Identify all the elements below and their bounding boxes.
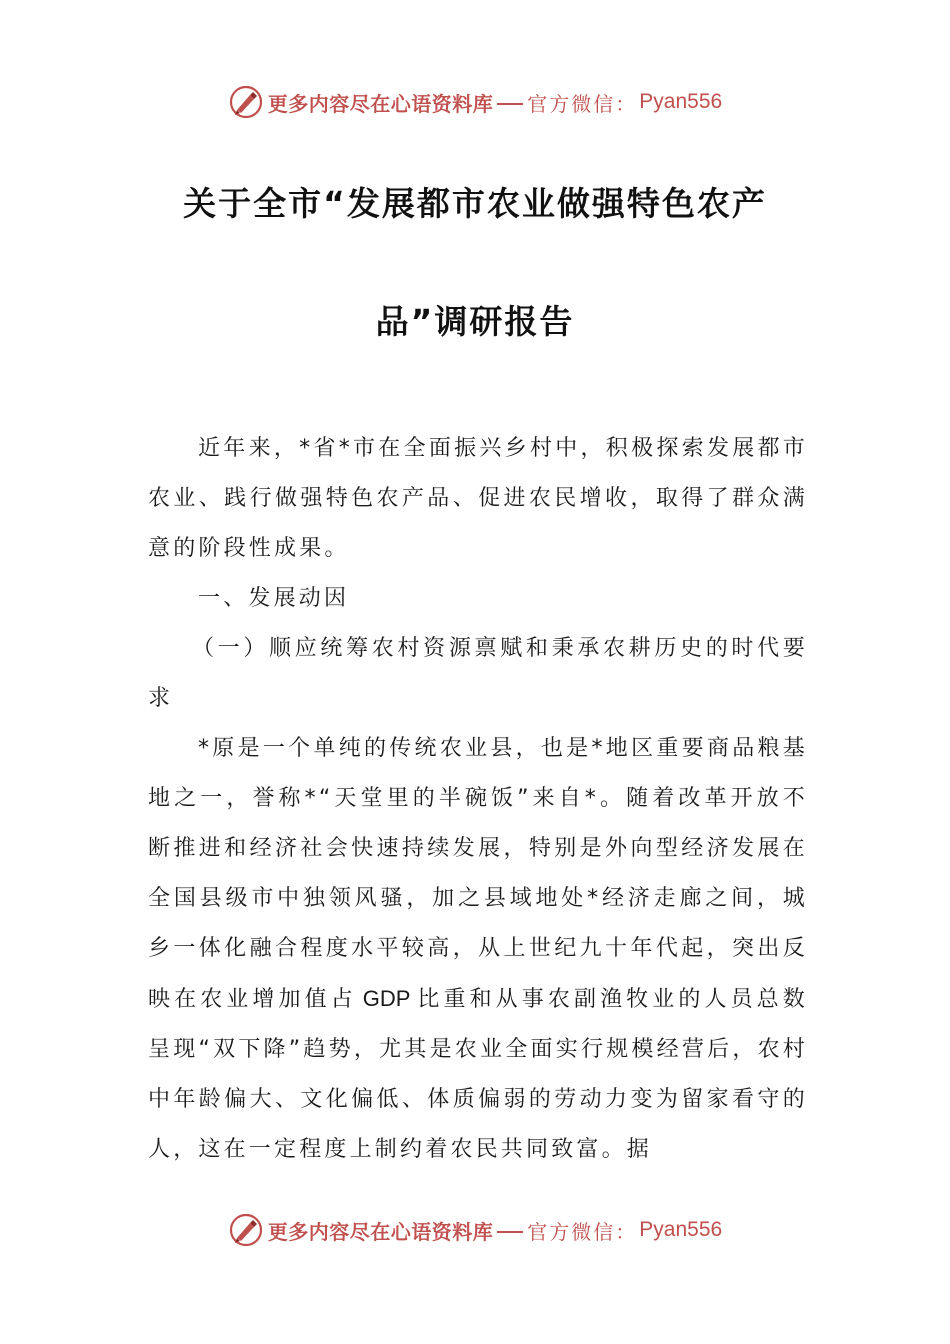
document-title-line-1: 关于全市“发展都市农业做强特色农产 (183, 184, 767, 223)
subsection-heading: （一）顺应统筹农村资源禀赋和秉承农耕历史的时代要求 (148, 636, 808, 711)
intro-paragraph: 近年来，*省*市在全面振兴乡村中，积极探索发展都市农业、践行做强特色农产品、促进农民增收，取得了群众满意的阶段性成果。 (148, 436, 808, 561)
site-name: 更多内容尽在心语资料库 (267, 91, 494, 116)
body-text-part-1: *原是一个单纯的传统农业县，也是*地区重要商品粮基地之一，誉称*“天堂里的半碗饭”来自*。随着改革开放不断推进和经济社会快速持续发展，特别是外向型经济发展在全国县级市中独领风骚，加之县域地处*经济走廊之间，城乡一体化融合程度水平较高，从上世纪九十年代起，突出反映在农业增加值占 (148, 736, 808, 1012)
footer-watermark-banner (0, 1210, 950, 1250)
header-watermark-banner (0, 82, 950, 122)
pen-logo-icon (228, 1212, 264, 1248)
wechat-label: 官方微信： (527, 1219, 638, 1244)
gdp-term: GDP (362, 986, 411, 1011)
body-paragraph (148, 724, 808, 1175)
wechat-label: 官方微信： (527, 91, 638, 116)
dash-separator (497, 103, 523, 105)
section-heading: 一、发展动因 (198, 586, 350, 611)
document-title-line-2: 品”调研报告 (375, 302, 575, 341)
wechat-id: Pyan556 (639, 1218, 723, 1241)
wechat-id: Pyan556 (639, 90, 723, 113)
dash-separator (497, 1231, 523, 1233)
body-text-part-2: 比重和从事农副渔牧业的人员总数呈现“双下降”趋势，尤其是农业全面实行规模经营后，农村中年龄偏大、文化偏低、体质偏弱的劳动力变为留家看守的人，这在一定程度上制约着农民共同致富。据 (148, 987, 808, 1162)
site-name: 更多内容尽在心语资料库 (267, 1219, 494, 1244)
pen-logo-icon (228, 84, 264, 120)
